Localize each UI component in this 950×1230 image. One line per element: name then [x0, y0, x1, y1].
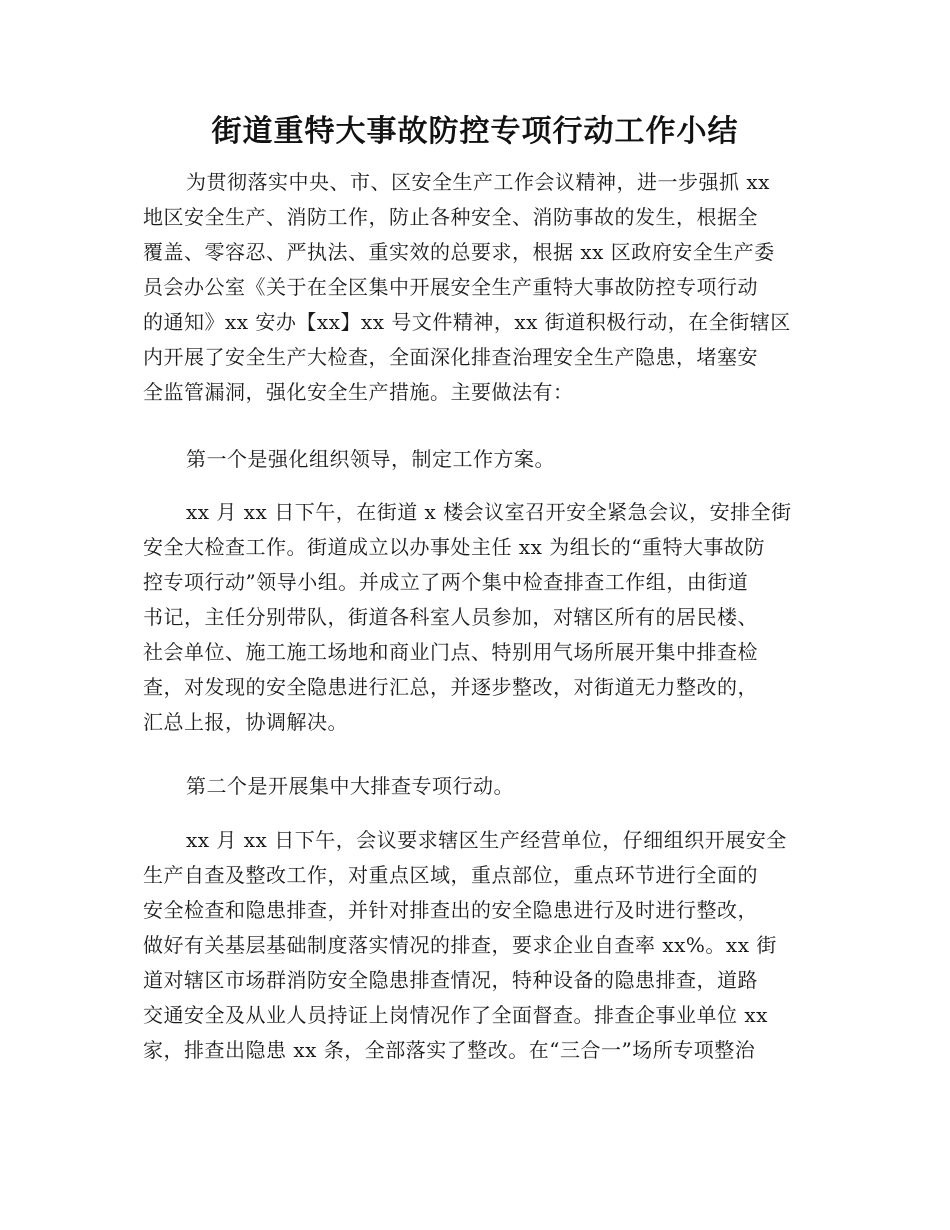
paragraph-3-line-4: 做好有关基层基础制度落实情况的排查，要求企业自查率 xx%。xx 街 — [143, 933, 777, 957]
paragraph-3-line-5: 道对辖区市场群消防安全隐患排查情况，特种设备的隐患排查，道路 — [143, 968, 758, 992]
paragraph-1-line-7: 全监管漏洞，强化安全生产措施。主要做法有： — [143, 380, 574, 404]
paragraph-3-line-6: 交通安全及从业人员持证上岗情况作了全面督查。排查企事业单位 xx — [143, 1003, 768, 1027]
paragraph-1-line-2: 地区安全生产、消防工作，防止各种安全、消防事故的发生，根据全 — [143, 205, 758, 229]
paragraph-2-line-6: 查，对发现的安全隐患进行汇总，并逐步整改，对街道无力整改的， — [143, 675, 758, 699]
paragraph-1-line-5: 的通知》xx 安办【xx】xx 号文件精神，xx 街道积极行动，在全街辖区 — [143, 310, 791, 334]
paragraph-2-line-1: xx 月 xx 日下午，在街道 x 楼会议室召开安全紧急会议，安排全街 — [186, 500, 792, 524]
paragraph-3-line-3: 安全检查和隐患排查，并针对排查出的安全隐患进行及时进行整改， — [143, 898, 758, 922]
paragraph-2-line-7: 汇总上报，协调解决。 — [143, 710, 348, 734]
paragraph-3-line-1: xx 月 xx 日下午，会议要求辖区生产经营单位，仔细组织开展安全 — [186, 828, 787, 852]
paragraph-1-line-4: 员会办公室《关于在全区集中开展安全生产重特大事故防控专项行动 — [143, 275, 758, 299]
paragraph-3-line-2: 生产自查及整改工作，对重点区域，重点部位，重点环节进行全面的 — [143, 863, 758, 887]
paragraph-2-line-5: 社会单位、施工施工场地和商业门点、特别用气场所展开集中排查检 — [143, 640, 758, 664]
paragraph-1-line-1: 为贯彻落实中央、市、区安全生产工作会议精神，进一步强抓 xx — [186, 170, 770, 194]
paragraph-2-line-2: 安全大检查工作。街道成立以办事处主任 xx 为组长的“重特大事故防 — [143, 535, 765, 559]
document-title: 街道重特大事故防控专项行动工作小结 — [211, 114, 739, 149]
paragraph-2-line-4: 书记，主任分别带队，街道各科室人员参加，对辖区所有的居民楼、 — [143, 605, 758, 629]
section-heading-1: 第一个是强化组织领导，制定工作方案。 — [186, 447, 555, 471]
paragraph-3-line-7: 家，排查出隐患 xx 条，全部落实了整改。在“三合一”场所专项整治 — [143, 1038, 756, 1062]
paragraph-1-line-3: 覆盖、零容忍、严执法、重实效的总要求，根据 xx 区政府安全生产委 — [143, 240, 775, 264]
paragraph-2-line-3: 控专项行动”领导小组。并成立了两个集中检查排查工作组，由街道 — [143, 570, 749, 594]
paragraph-1-line-6: 内开展了安全生产大检查，全面深化排查治理安全生产隐患，堵塞安 — [143, 345, 758, 369]
section-heading-2: 第二个是开展集中大排查专项行动。 — [186, 774, 514, 798]
